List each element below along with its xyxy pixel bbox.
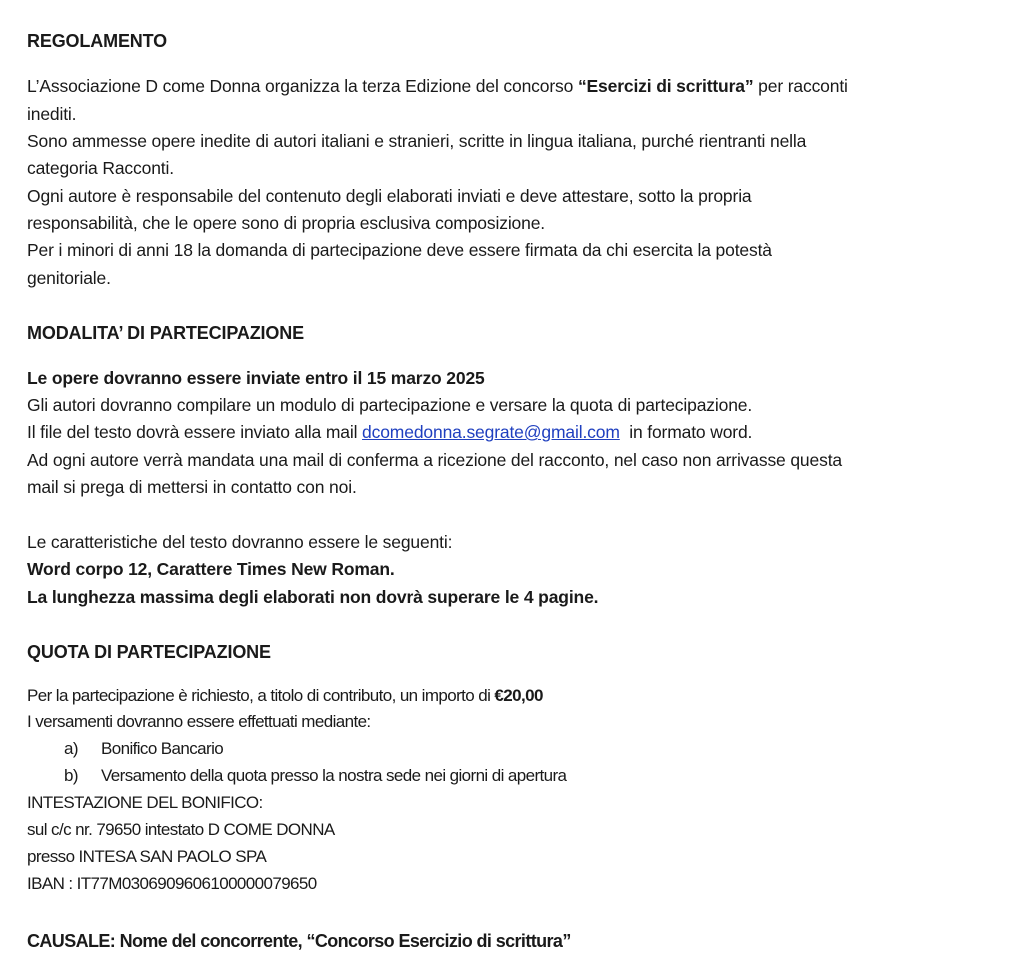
fee-amount: €20,00 <box>494 686 543 705</box>
deadline-text: Le opere dovranno essere inviate entro il 15 marzo 2025 <box>27 368 485 388</box>
paragraph-line: inediti. <box>27 104 77 124</box>
contest-title: “Esercizi di scrittura” <box>577 76 754 96</box>
paragraph-line: categoria Racconti. <box>27 158 174 178</box>
paragraph-line: Ogni autore è responsabile del contenuto degli elaborati inviati e deve attestare, sotto la propria <box>27 186 752 206</box>
list-item-text: Versamento della quota presso la nostra sede nei giorni di apertura <box>101 766 567 785</box>
text-span: in formato word. <box>619 422 753 442</box>
list-marker: a) <box>64 739 78 758</box>
heading-regolamento: REGOLAMENTO <box>27 31 168 51</box>
list-item-text: Bonifico Bancario <box>101 739 224 758</box>
heading-modalita: MODALITA’ DI PARTECIPAZIONE <box>27 323 304 343</box>
paragraph-line <box>27 74 848 98</box>
paragraph-line <box>27 684 543 708</box>
list-marker: b) <box>64 766 78 785</box>
paragraph-line: Le caratteristiche del testo dovranno essere le seguenti: <box>27 532 453 552</box>
paragraph-line: INTESTAZIONE DEL BONIFICO: <box>27 793 263 812</box>
paragraph-line: I versamenti dovranno essere effettuati mediante: <box>27 712 371 731</box>
feature-line: Word corpo 12, Carattere Times New Roman. <box>27 559 395 579</box>
causale-line: CAUSALE: Nome del concorrente, “Concorso Esercizio di scrittura” <box>27 931 571 951</box>
paragraph-line: sul c/c nr. 79650 intestato D COME DONNA <box>27 820 335 839</box>
list-item <box>64 764 566 788</box>
text-span: Il file del testo dovrà essere inviato alla mail <box>27 422 363 442</box>
text-span: L’Associazione D come Donna organizza la terza Edizione del concorso <box>27 76 578 96</box>
paragraph-line: Ad ogni autore verrà mandata una mail di conferma a ricezione del racconto, nel caso non arrivasse questa <box>27 450 842 470</box>
text-span: Per la partecipazione è richiesto, a titolo di contributo, un importo di <box>27 686 495 705</box>
heading-quota: QUOTA DI PARTECIPAZIONE <box>27 642 271 662</box>
list-item <box>64 737 223 761</box>
text-span: per racconti <box>753 76 848 96</box>
feature-line: La lunghezza massima degli elaborati non dovrà superare le 4 pagine. <box>27 587 599 607</box>
paragraph-line <box>27 420 752 444</box>
paragraph-line: Gli autori dovranno compilare un modulo di partecipazione e versare la quota di partecipazione. <box>27 395 753 415</box>
paragraph-line: presso INTESA SAN PAOLO SPA <box>27 847 267 866</box>
paragraph-line: Per i minori di anni 18 la domanda di partecipazione deve essere firmata da chi esercita la potestà <box>27 240 772 260</box>
paragraph-line: responsabilità, che le opere sono di propria esclusiva composizione. <box>27 213 546 233</box>
iban-line: IBAN : IT77M0306909606100000079650 <box>27 874 317 893</box>
paragraph-line: mail si prega di mettersi in contatto con noi. <box>27 477 357 497</box>
paragraph-line: genitoriale. <box>27 268 111 288</box>
email-link[interactable]: dcomedonna.segrate@gmail.com <box>362 422 620 442</box>
paragraph-line: Sono ammesse opere inedite di autori italiani e stranieri, scritte in lingua italiana, purché rientranti nella <box>27 131 807 151</box>
